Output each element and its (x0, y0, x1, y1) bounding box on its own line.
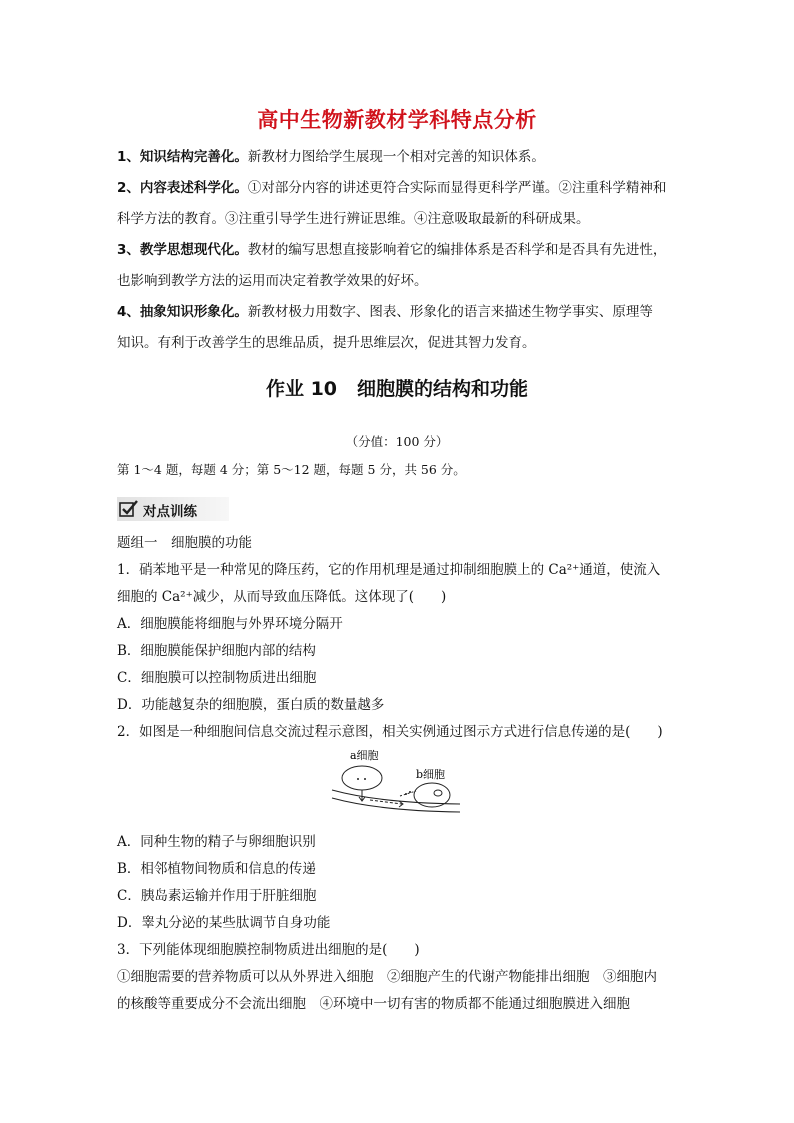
q3-items-line-2: 的核酸等重要成分不会流出细胞 ④环境中一切有害的物质都不能通过细胞膜进入细胞 (117, 996, 630, 1012)
q3-stem: 3．下列能体现细胞膜控制物质进出细胞的是( ) (117, 942, 420, 958)
intro-item-2 (117, 173, 687, 204)
vessel-wall-top (332, 790, 460, 804)
intro-item-3 (117, 235, 687, 266)
intro-item-4 (117, 297, 687, 328)
intro-item-3-line-1: 教材的编写思想直接影响着它的编排体系是否科学和是否具有先进性， (247, 242, 667, 258)
intro-item-2-head: 2、内容表述科学化。 (117, 180, 248, 196)
intro-item-4-head: 4、抽象知识形象化。 (117, 304, 248, 320)
section-header (117, 497, 229, 521)
checkbox-icon (119, 500, 139, 518)
intro-item-1-line-1: 新教材力图给学生展现一个相对完善的知识体系。 (247, 149, 545, 165)
cell-b-label: b细胞 (416, 768, 446, 781)
section-title: 对点训练 (143, 504, 197, 520)
cell-a-dot (364, 778, 366, 780)
cell-communication-diagram (330, 748, 465, 818)
page-title: 高中生物新教材学科特点分析 (257, 108, 537, 132)
intro-item-1-head: 1、知识结构完善化。 (117, 149, 248, 165)
q1-stem-line-2: 细胞的 Ca²⁺减少，从而导致血压降低。这体现了( ) (117, 589, 447, 605)
signal-molecule (409, 791, 411, 793)
homework-number: 作业 10 (265, 378, 338, 400)
q2-stem: 2．如图是一种细胞间信息交流过程示意图，相关实例通过图示方式进行信息传递的是( ) (117, 724, 663, 740)
intro-item-3-head: 3、教学思想现代化。 (117, 242, 248, 258)
cell-a-dot (357, 778, 359, 780)
question-block-1 (117, 530, 687, 746)
cell-b-receptor (434, 790, 442, 796)
intro-item-2-line-1: ①对部分内容的讲述更符合实际而显得更科学严谨。②注重科学精神和 (247, 180, 667, 196)
cell-a (342, 766, 382, 790)
q3-items-line-1: ①细胞需要的营养物质可以从外界进入细胞 ②细胞产生的代谢产物能排出细胞 ③细胞内 (117, 969, 657, 985)
homework-name: 细胞膜的结构和功能 (357, 378, 529, 400)
q1-option-d: D．功能越复杂的细胞膜，蛋白质的数量越多 (117, 697, 385, 713)
homework-title (0, 374, 794, 401)
question-group-title: 题组一 细胞膜的功能 (117, 535, 252, 551)
question-block-2 (117, 829, 687, 1018)
q2-option-a: A．同种生物的精子与卵细胞识别 (117, 834, 316, 850)
score-info: （分值：100 分） (345, 434, 449, 449)
intro-section (117, 142, 687, 359)
q1-stem-line-1: 1．硝苯地平是一种常见的降压药，它的作用机理是通过抑制细胞膜上的 Ca²⁺通道，使流入 (117, 562, 661, 578)
intro-item-4-line-2: 知识。有利于改善学生的思维品质，提升思维层次，促进其智力发育。 (117, 335, 536, 351)
scoring-rule: 第 1～4 题，每题 4 分；第 5～12 题，每题 5 分，共 56 分。 (117, 462, 466, 477)
intro-item-1 (117, 142, 687, 173)
q1-option-a: A．细胞膜能将细胞与外界环境分隔开 (117, 616, 343, 632)
q2-option-d: D．睾丸分泌的某些肽调节自身功能 (117, 915, 331, 931)
cell-a-label: a细胞 (350, 749, 379, 762)
intro-item-2-line-2: 科学方法的教育。③注重引导学生进行辨证思维。④注意吸取最新的科研成果。 (117, 211, 590, 227)
q1-option-b: B．细胞膜能保护细胞内部的结构 (117, 643, 316, 659)
q2-option-c: C．胰岛素运输并作用于肝脏细胞 (117, 888, 317, 904)
q2-option-b: B．相邻植物间物质和信息的传递 (117, 861, 316, 877)
q1-option-c: C．细胞膜可以控制物质进出细胞 (117, 670, 317, 686)
intro-item-3-line-2: 也影响到教学方法的运用而决定着教学效果的好坏。 (117, 273, 428, 289)
intro-item-4-line-1: 新教材极力用数字、图表、形象化的语言来描述生物学事实、原理等 (247, 304, 653, 320)
signal-molecule (405, 793, 407, 795)
